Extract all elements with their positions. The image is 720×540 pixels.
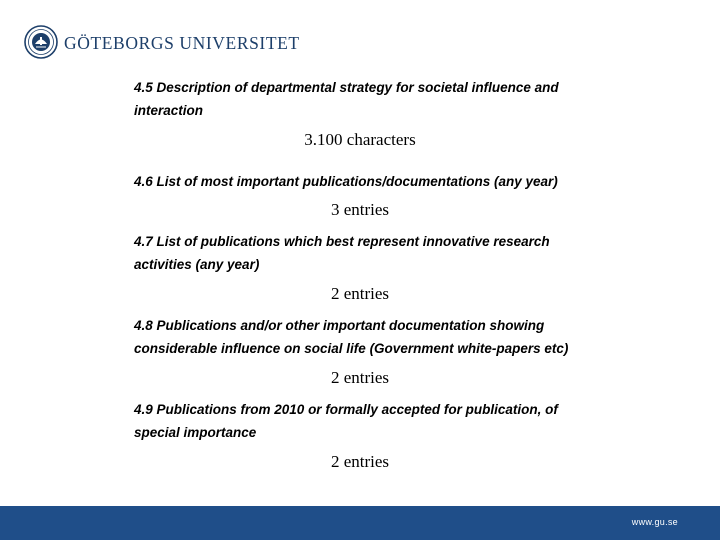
header — [24, 22, 300, 62]
section-heading: 4.6 List of most important publications/documentations (any year) — [134, 174, 558, 189]
section-value: 3 entries — [330, 200, 390, 219]
section-value: 3.100 characters — [304, 130, 416, 149]
section-heading: 4.8 Publications and/or other important documentation showing considerable influence on social life (Government white-papers etc) — [134, 318, 569, 356]
section-4-9 — [134, 398, 604, 471]
section-4-8 — [134, 314, 604, 387]
section-value: 2 entries — [330, 368, 390, 387]
section-heading: 4.9 Publications from 2010 or formally accepted for publication, of special importance — [134, 402, 558, 440]
footer-url-link[interactable]: www.gu.se — [631, 517, 678, 527]
section-4-6 — [134, 170, 604, 219]
section-heading: 4.5 Description of departmental strategy for societal influence and interaction — [134, 80, 559, 118]
section-value: 2 entries — [330, 284, 390, 303]
section-4-7 — [134, 230, 604, 303]
section-heading: 4.7 List of publications which best represent innovative research activities (any year) — [134, 234, 550, 272]
section-4-5 — [134, 76, 604, 149]
footer-bar — [0, 506, 720, 540]
university-name: GÖTEBORGS UNIVERSITET — [64, 32, 300, 53]
section-value: 2 entries — [330, 452, 390, 471]
university-seal-icon — [24, 25, 58, 59]
